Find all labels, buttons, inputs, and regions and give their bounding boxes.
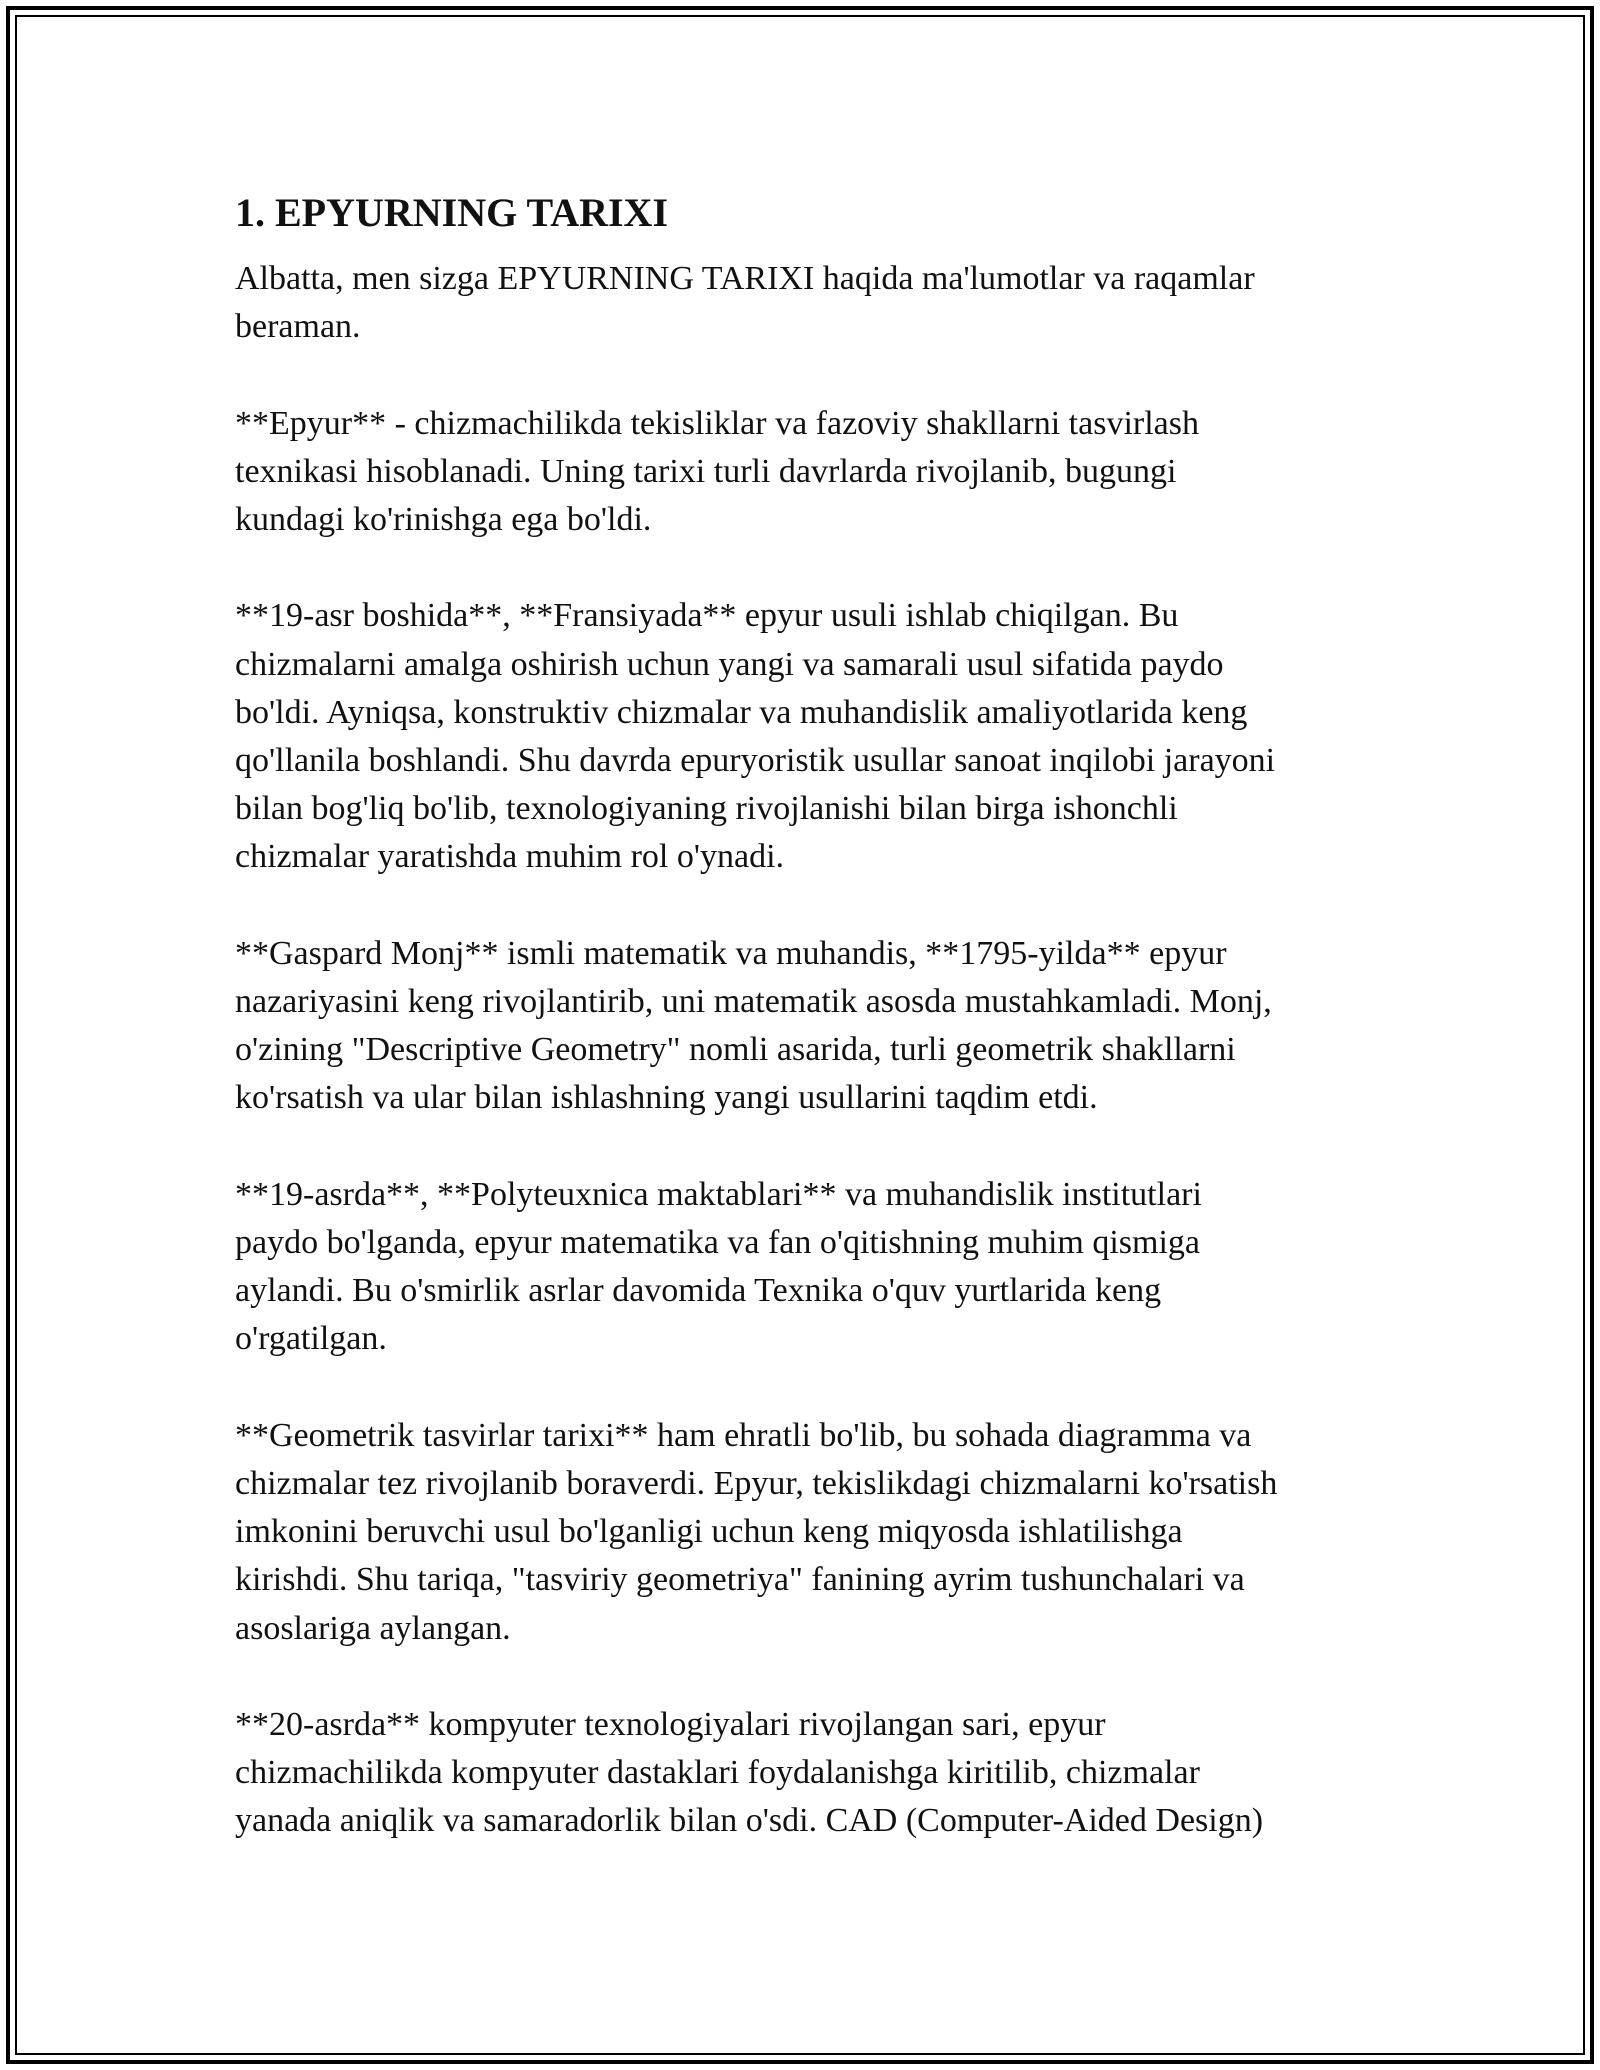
paragraph-polytechnic-schools: **19-asrda**, **Polyteuxnica maktablari** va muhandislik institutlari paydo bo'lganda, epyur matematika va fan o'qitishning muhim qismiga aylandi. Bu o'smirlik asrlar davomida Texnika o'quv yurtlarida keng o'rgatilgan. — [235, 1175, 1202, 1358]
paragraph-geometric-history: **Geometrik tasvirlar tarixi** ham ehratli bo'lib, bu sohada diagramma va chizmalar tez rivojlanib boraverdi. Epyur, tekislikdagi chizmalarni ko'rsatish imkonini beruvchi usul bo'lganligi uchun keng miqyosda ishlatilishga kirishdi. Shu tariqa, "tasviriy geometriya" fanining ayrim tushunchalari va asoslariga aylangan. — [235, 1416, 1278, 1647]
document-body — [235, 185, 1365, 1894]
paragraph-intro: Albatta, men sizga EPYURNING TARIXI haqida ma'lumotlar va raqamlar beraman. — [235, 260, 1255, 346]
paragraph-19th-century-france: **19-asr boshida**, **Fransiyada** epyur usuli ishlab chiqilgan. Bu chizmalarni amalga oshirish uchun yangi va samarali usul sifatida paydo bo'ldi. Ayniqsa, konstruktiv chizmalar va muhandislik amaliyotlarida keng qo'llanila boshlandi. Shu davrda epuryoristik usullar sanoat inqilobi jarayoni bilan bog'liq bo'lib, texnologiyaning rivojlanishi bilan birga ishonchli chizmalar yaratishda muhim rol o'ynadi. — [235, 597, 1276, 876]
paragraph-gaspard-monge: **Gaspard Monj** ismli matematik va muhandis, **1795-yilda** epyur nazariyasini keng rivojlantirib, uni matematik asosda mustahkamladi. Monj, o'zining "Descriptive Geometry" nomli asarida, turli geometrik shakllarni ko'rsatish va ular bilan ishlashning yangi usullarini taqdim etdi. — [235, 934, 1272, 1117]
paragraph-20th-century-cad: **20-asrda** kompyuter texnologiyalari rivojlangan sari, epyur chizmachilikda kompyuter dastaklari foydalanishga kiritilib, chizmalar yanada aniqlik va samaradorlik bilan o'sdi. CAD (Computer-Aided Design) — [235, 1706, 1264, 1840]
document-title: 1. EPYURNING TARIXI — [235, 190, 669, 235]
paragraph-epyur-definition: **Epyur** - chizmachilikda tekisliklar va fazoviy shakllarni tasvirlash texnikasi hisoblanadi. Uning tarixi turli davrlarda rivojlanib, bugungi kundagi ko'rinishga ega bo'ldi. — [235, 404, 1199, 538]
